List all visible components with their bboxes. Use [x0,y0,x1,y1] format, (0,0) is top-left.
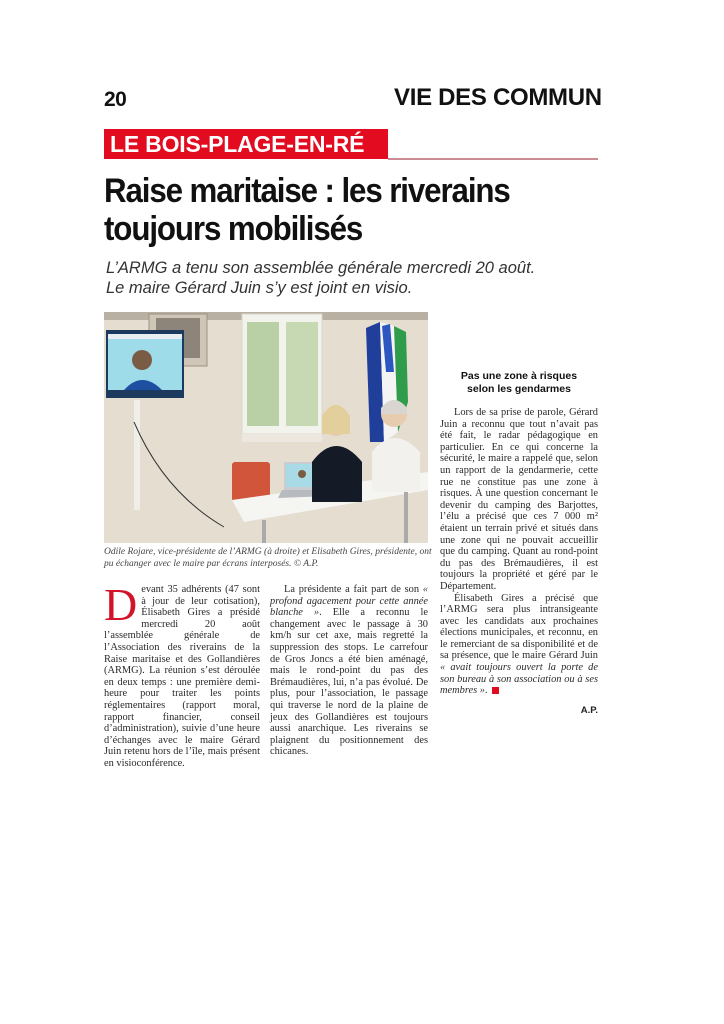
article-body-column-1 [104,579,260,770]
headline-line-1: Raise maritaise : les riverains [104,172,510,210]
paragraph-4-quote: « avait toujours ouvert la porte de son bureau à son association ou à ses membres » [440,662,598,697]
meeting-photo-illustration [104,312,428,543]
paragraph-2-quote: « profond agacement pour cette année blanche » [270,584,428,619]
standfirst-line-1: L’ARMG a tenu son assemblée générale mercredi 20 août. [106,259,536,277]
article-body-column-3 [440,312,598,716]
paragraph-1: evant 35 adhérents (47 sont à jour de leur cotisation), Élisabeth Gires a présidé mercredi 20 août l’assemblée générale de l’Association des riverains de la Raise maritaise et des Gollandières (ARMG). La réunion s’est déroulée en deux temps : une première demi-heure pour traiter les points réglementaires (rapport moral, rapport financier, conseil d’administration), suivie d’une heure d’échanges avec le maire Gérard Juin retenu hors de l’île, mais présent en visioconférence. [104,584,260,769]
section-title: VIE DES COMMUN [394,84,602,111]
paragraph-2 [270,584,428,758]
headline-line-2: toujours mobilisés [104,210,363,248]
paragraph-4-start: Élisabeth Gires a précisé que l’ARMG sera plus intransigeante avec les candidats aux prochaines élections municipales, et reconnu, en le remerciant de sa disponibilité et de sa présence, que le maire Gérard Juin [440,592,598,662]
paragraph-2-end: . Elle a reconnu le changement avec le passage à 30 km/h sur cet axe, mais regretté la suppression des stops. Le carrefour de Gros Joncs a été bien aménagé, mais le rond-point du pas des Brémaudières, lui, n’a pas évolué. De plus, pour l’association, le passage qui traverse le nord de la plaine de jeux des Gollandières est toujours aussi anarchique. Les riverains se plaignent du positionnement des chicanes. [270,607,429,758]
author-signature: A.P. [580,704,598,716]
drop-cap: D [104,579,138,630]
paragraph-3: Lors de sa prise de parole, Gérard Juin a reconnu que tout n’avait pas été fait, le radar pédagogique en particulier. En ce qui concerne la sécurité, le maire a rappelé que, selon un rapport de la gendarmerie, cette rue ne constitue pas une zone à risques. À une question concernant le devenir du camping des Barjottes, l’élu a précisé que ces 7 000 m² étaient un terrain privé et situés dans une zone qui ne pouvait accueillir que du camping. Quant au rond-point du pas des Brémaudières, il est toujours la propriété et géré par le Département. [440,407,598,592]
article-photo [104,312,428,543]
subheading-line-1: Pas une zone à risques [460,370,578,382]
paragraph-4 [440,593,598,697]
paragraph-2-start: La présidente a fait part de son [284,584,423,595]
article-body-column-2 [270,584,428,758]
paragraph-4-end: . [484,685,488,697]
standfirst [106,258,586,298]
end-of-article-mark [492,687,499,694]
header-rule [388,158,598,160]
locality-tag: LE BOIS-PLAGE-EN-RÉ [104,129,388,159]
standfirst-line-2: Le maire Gérard Juin s’y est joint en visio. [106,279,413,297]
subheading-line-2: selon les gendarmes [467,382,571,395]
page-number: 20 [104,88,127,111]
photo-caption: Odile Rojare, vice-présidente de l’ARMG (à droite) et Elisabeth Gires, présidente, ont pu échanger avec le maire par écrans interposés. © A.P. [104,547,432,569]
subheading [440,370,598,395]
headline [104,172,564,248]
